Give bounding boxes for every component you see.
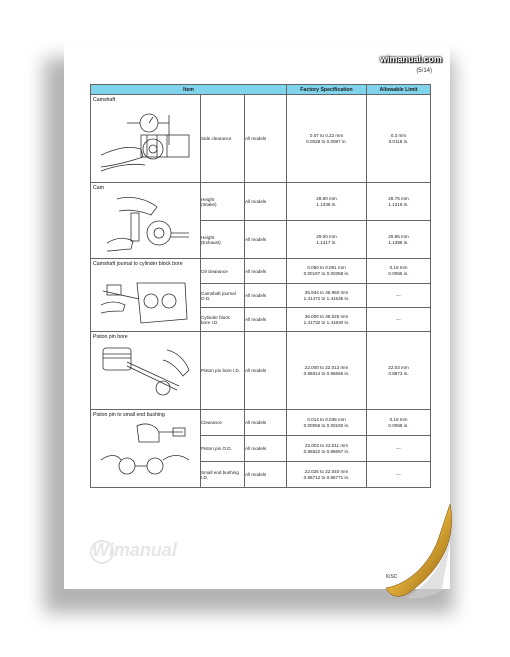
section-cam: [91, 183, 201, 259]
cell-model: All models: [245, 183, 287, 221]
cell-model: All models: [245, 462, 287, 488]
small-end-bushing-illustration: [97, 420, 193, 482]
cell-item: Clearance: [201, 410, 245, 436]
page-curl-icon[interactable]: [384, 500, 464, 620]
cell-item: Side clearance: [201, 95, 245, 183]
cell-factory-spec: 0.050 to 0.091 mm 0.00197 to 0.00358 in.: [287, 259, 367, 284]
cell-allowable-limit: 22.03 mm 0.8673 in.: [367, 332, 431, 410]
section-title: Camshaft: [93, 97, 116, 103]
cell-factory-spec: 22.002 to 22.011 mm 0.86622 to 0.86657 in.: [287, 436, 367, 462]
cell-factory-spec: 0.07 to 0.22 mm 0.0028 to 0.0087 in.: [287, 95, 367, 183]
cell-model: All models: [245, 284, 287, 308]
cell-model: All models: [245, 95, 287, 183]
cell-allowable-limit: 28.95 mm 1.1398 in.: [367, 221, 431, 259]
table-row: [91, 259, 431, 284]
table-row: [91, 183, 431, 221]
cell-allowable-limit: 0.15 mm 0.0059 in.: [367, 410, 431, 436]
cell-factory-spec: 22.000 to 22.013 mm 0.86614 to 0.86665 in.: [287, 332, 367, 410]
cell-allowable-limit: ---: [367, 284, 431, 308]
cell-item: Piston pin O.D.: [201, 436, 245, 462]
cell-item: Height (Exhaust): [201, 221, 245, 259]
cell-factory-spec: 35.934 to 35.950 mm 1.41472 to 1.41535 in.: [287, 284, 367, 308]
cell-item: Oil clearance: [201, 259, 245, 284]
cell-model: All models: [245, 410, 287, 436]
table-header-row: [91, 85, 431, 95]
cell-item: Piston pin bore I.D.: [201, 332, 245, 410]
table-row: [91, 410, 431, 436]
cell-allowable-limit: 0.15 mm 0.0055 in.: [367, 259, 431, 284]
cell-item: Camshaft journal O.D.: [201, 284, 245, 308]
section-title: Cam: [93, 185, 104, 191]
cell-factory-spec: 28.80 mm 1.1339 in.: [287, 183, 367, 221]
piston-bore-gauge-illustration: [97, 342, 193, 404]
section-title: Camshaft journal to cylinder block bore: [93, 261, 183, 267]
table-row: [91, 95, 431, 183]
cell-allowable-limit: ---: [367, 308, 431, 332]
cell-allowable-limit: ---: [367, 436, 431, 462]
section-title: Piston pin bore: [93, 334, 128, 340]
section-piston-pin-bore: [91, 332, 201, 410]
watermark-bottom: Wimanual: [92, 540, 177, 560]
cell-factory-spec: 36.000 to 36.025 mm 1.41732 to 1.41830 in.: [287, 308, 367, 332]
cell-model: All models: [245, 436, 287, 462]
cell-allowable-limit: ---: [367, 462, 431, 488]
header-item: Item: [91, 85, 287, 95]
header-allowable-limit: Allowable Limit: [367, 85, 431, 95]
cell-model: All models: [245, 308, 287, 332]
table-row: [91, 332, 431, 410]
cell-allowable-limit: 0.3 mm 0.0118 in.: [367, 95, 431, 183]
section-title: Piston pin to small end bushing: [93, 412, 165, 418]
cell-item: Small end bushing I.D.: [201, 462, 245, 488]
cell-allowable-limit: 28.75 mm 1.1319 in.: [367, 183, 431, 221]
section-camshaft: [91, 95, 201, 183]
header-factory-spec: Factory Specification: [287, 85, 367, 95]
page-number: (5/14): [416, 68, 432, 74]
cell-model: All models: [245, 332, 287, 410]
footer-code: KiSC: [386, 574, 398, 580]
section-piston-pin-bushing: [91, 410, 201, 488]
camshaft-dial-gauge-illustration: [97, 105, 193, 177]
cell-model: All models: [245, 259, 287, 284]
watermark-top: wimanual.com: [379, 54, 442, 64]
cam-micrometer-illustration: [97, 193, 193, 255]
spec-table: [90, 84, 431, 488]
cell-item: Height (Intake): [201, 183, 245, 221]
cylinder-bore-gauge-illustration: [97, 269, 193, 331]
cell-factory-spec: 22.025 to 22.040 mm 0.86712 to 0.86771 in.: [287, 462, 367, 488]
cell-factory-spec: 0.014 to 0.038 mm 0.00055 to 0.00150 in.: [287, 410, 367, 436]
section-camshaft-journal: [91, 259, 201, 332]
cell-item: Cylinder block bore I.D.: [201, 308, 245, 332]
cell-model: All models: [245, 221, 287, 259]
cell-factory-spec: 29.00 mm 1.1417 in.: [287, 221, 367, 259]
